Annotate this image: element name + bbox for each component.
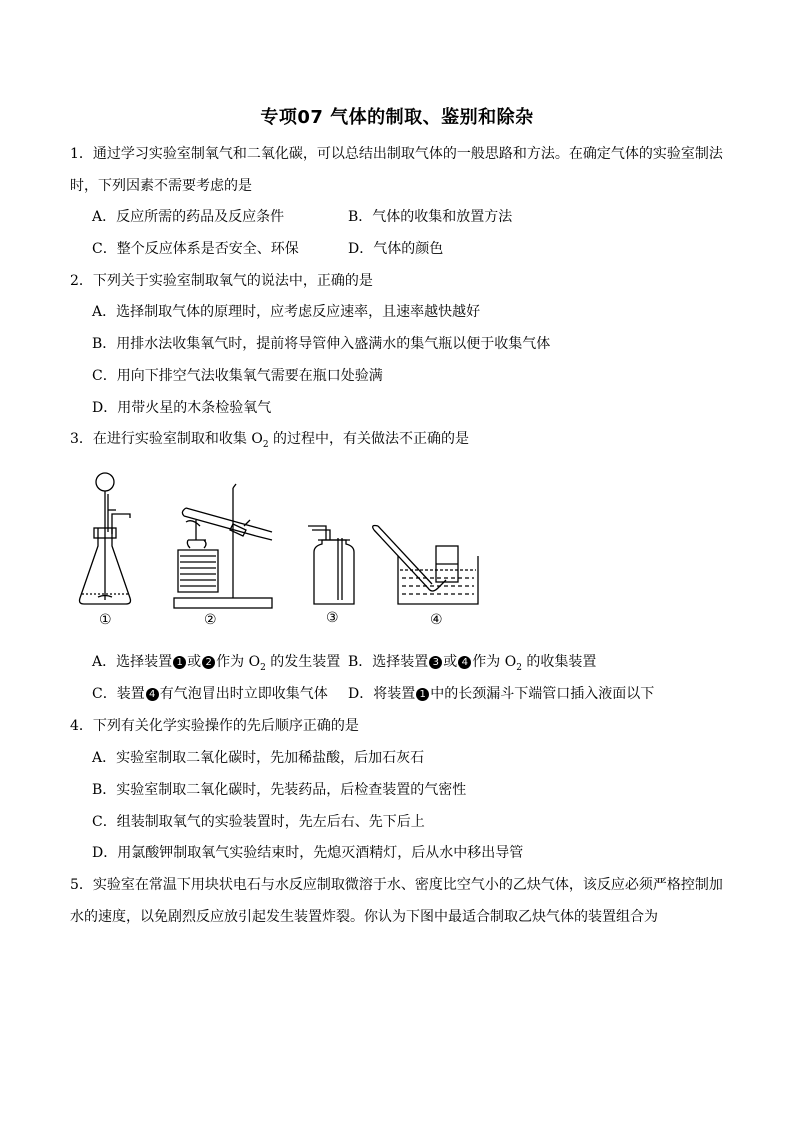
question-4-option-c: C．组装制取氧气的实验装置时，先左后右、先下后上 [92, 814, 425, 830]
question-3-stem: 3．在进行实验室制取和收集 $O_2$ 的过程中，有关做法不正确的是 [70, 431, 470, 450]
question-4-stem: 4．下列有关化学实验操作的先后顺序正确的是 [70, 718, 359, 734]
question-4-option-a: A．实验室制取二氧化碳时，先加稀盐酸，后加石灰石 [92, 750, 425, 766]
question-1-option-c: C．整个反应体系是否安全、环保 [92, 241, 299, 257]
question-2-option-c: C．用向下排空气法收集氧气需要在瓶口处验满 [92, 368, 383, 384]
question-2-option-b: B．用排水法收集氧气时，提前将导管伸入盛满水的集气瓶以便于收集气体 [92, 336, 551, 352]
page-title: 专项07 气体的制取、鉴别和除杂 [260, 107, 534, 128]
question-1-line-2: 时，下列因素不需要考虑的是 [70, 178, 252, 194]
question-2-stem: 2．下列关于实验室制取氧气的说法中，正确的是 [70, 273, 373, 289]
apparatus-4-water-trough [373, 526, 478, 605]
question-3-option-d: D．将装置 1 中的长颈漏斗下端管口插入液面以下 [348, 686, 655, 702]
question-1-option-d: D．气体的颜色 [348, 241, 444, 257]
question-5-line-2: 水的速度，以免剧烈反应放引起发生装置炸裂。你认为下图中最适合制取乙炔气体的装置组合为 [70, 909, 658, 925]
question-5-line-1: 5．实验室在常温下用块状电石与水反应制取微溶于水、密度比空气小的乙炔气体，该反应必须严格控制加 [70, 877, 723, 893]
question-2-option-d: D．用带火星的木条检验氧气 [92, 400, 272, 416]
question-3-option-c: C．装置 4 有气泡冒出时立即收集气体 [92, 686, 328, 702]
question-3-option-a: A．选择装置 1 或 2 作为 $O_2$ 的发生装置 [92, 654, 341, 673]
figure-label-4: ④ [430, 612, 443, 628]
figure-label-1: ① [99, 612, 112, 628]
figure-label-3: ③ [326, 610, 339, 626]
question-2-option-a: A．选择制取气体的原理时，应考虑反应速率，且速率越快越好 [92, 304, 481, 320]
question-1-option-a: A．反应所需的药品及反应条件 [92, 209, 285, 225]
question-1-option-b: B．气体的收集和放置方法 [348, 209, 513, 225]
apparatus-3-gas-bottle [308, 526, 354, 604]
question-4-option-d: D．用氯酸钾制取氧气实验结束时，先熄灭酒精灯，后从水中移出导管 [92, 845, 524, 861]
question-4-option-b: B．实验室制取二氧化碳时，先装药品，后检查装置的气密性 [92, 782, 467, 798]
apparatus-2-heating-stand [174, 484, 272, 608]
apparatus-1-flask-with-funnel [80, 473, 131, 604]
figure-label-2: ② [204, 612, 217, 628]
lab-apparatus-figure [68, 470, 488, 640]
question-1-line-1: 1．通过学习实验室制氧气和二氧化碳，可以总结出制取气体的一般思路和方法。在确定气体的实验室制法 [70, 146, 723, 162]
question-3-option-b: B．选择装置 3 或 4 作为 $O_2$ 的收集装置 [348, 654, 597, 673]
